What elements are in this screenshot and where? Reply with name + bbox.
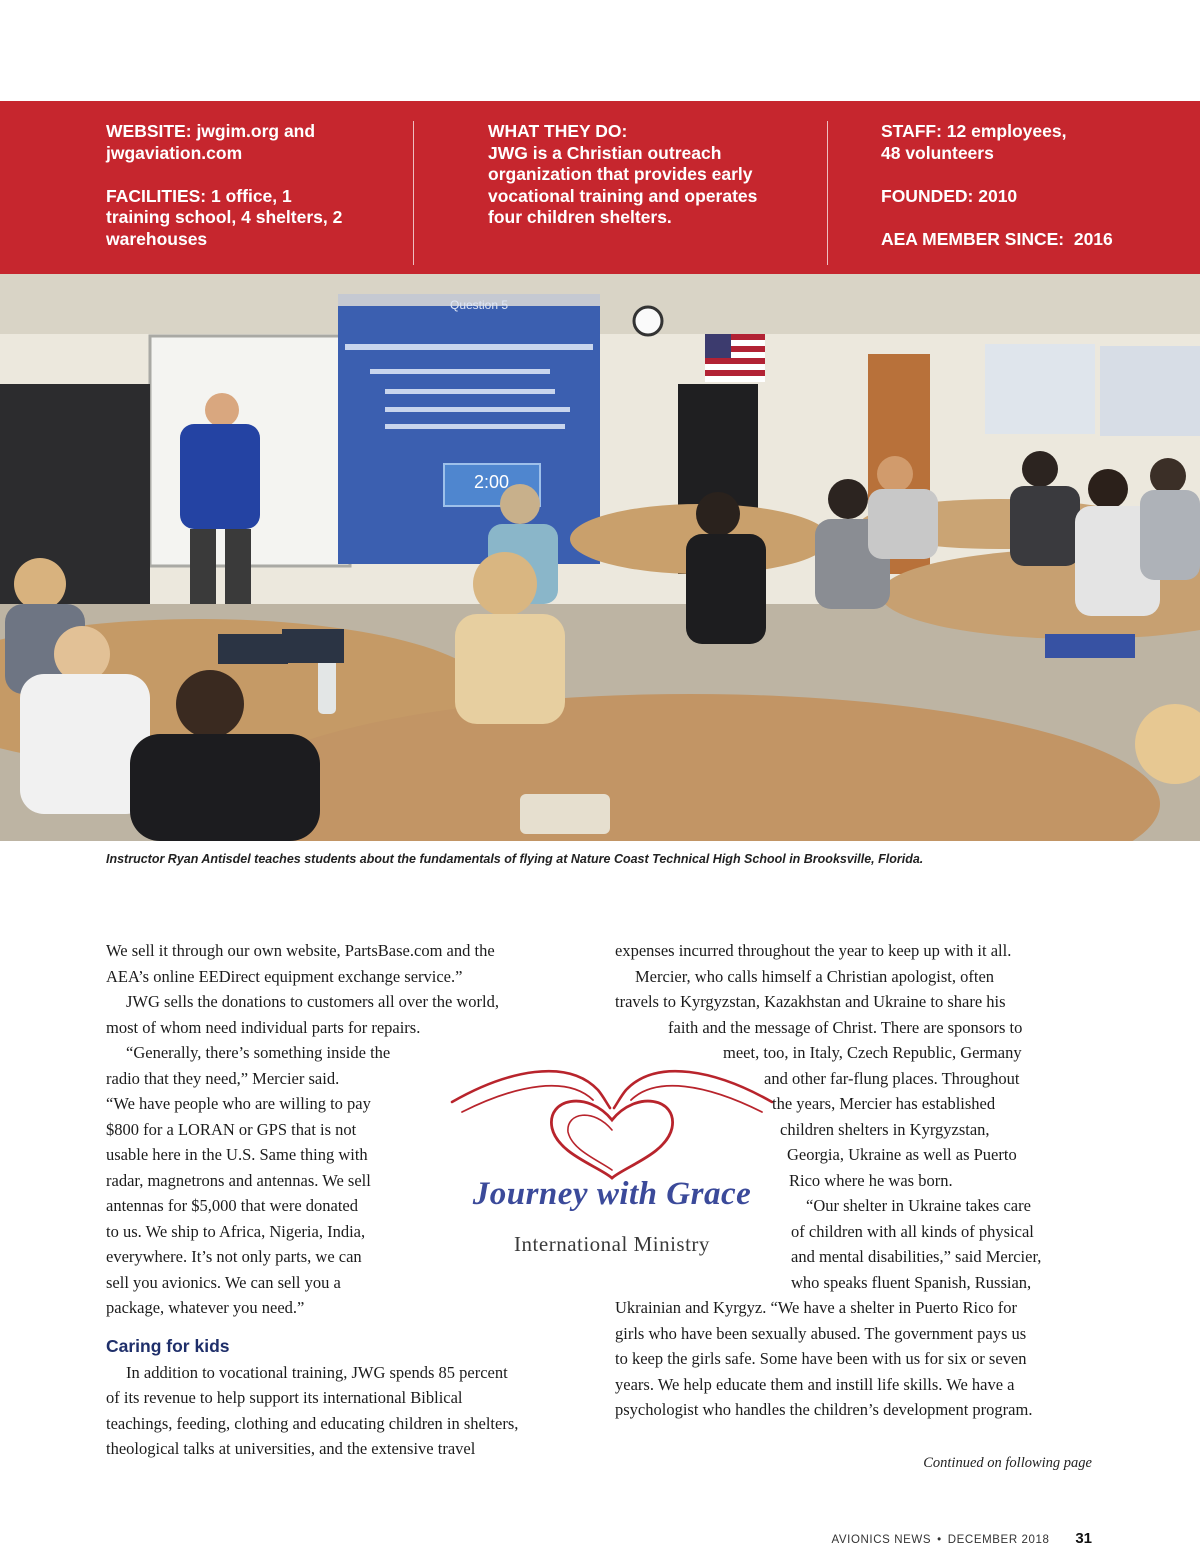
text-line: Georgia, Ukraine as well as Puerto	[787, 1145, 1017, 1164]
text-line: JWG sells the donations to customers all over the world,	[126, 992, 500, 1011]
text-line: and mental disabilities,” said Mercier,	[791, 1247, 1042, 1266]
text-line: Mercier, who calls himself a Christian apologist, often	[635, 966, 995, 986]
text-line: radio that they need,” Mercier said.	[106, 1068, 340, 1088]
publication-name: AVIONICS NEWS	[831, 1534, 932, 1546]
text-line: and other far-flung places. Throughout	[764, 1068, 1020, 1088]
text-line: faith and the message of Christ. There are sponsors to	[668, 1017, 1023, 1037]
photo-caption: Instructor Ryan Antisdel teaches students about the fundamentals of flying at Nature Coast Technical High School in Brooksville, Florida.	[106, 852, 924, 866]
website-link[interactable]: jwgim.org and	[196, 121, 316, 141]
text-line: “We have people who are willing to pay	[106, 1094, 371, 1113]
founded-info: FOUNDED: 2010	[881, 185, 1018, 206]
text-line: the years, Mercier has established	[772, 1094, 996, 1113]
text-line: psychologist who handles the children’s development program.	[615, 1400, 1033, 1419]
aea-member-info: AEA MEMBER SINCE: 2016	[881, 228, 1113, 249]
what-they-do-info: WHAT THEY DO: JWG is a Christian outreach organization that provides early vocational training and operates four children shelters.	[488, 121, 758, 227]
screen-title: Question 5	[450, 298, 509, 312]
website-info: WEBSITE: jwgim.org and jwgaviation.com	[106, 121, 316, 163]
text-line: Rico where he was born.	[789, 1170, 953, 1190]
text-line: package, whatever you need.”	[106, 1298, 305, 1317]
info-column-3	[881, 121, 1181, 250]
logo-subtitle: International Ministry	[514, 1232, 710, 1256]
text-line: “Our shelter in Ukraine takes care	[806, 1196, 1031, 1215]
classroom-photo	[0, 274, 1200, 841]
text-line: sell you avionics. We can sell you a	[106, 1272, 341, 1292]
text-line: expenses incurred throughout the year to keep up with it all.	[615, 941, 1012, 960]
page-number: 31	[1075, 1530, 1092, 1547]
info-band	[0, 101, 1200, 274]
text-line: who speaks fluent Spanish, Russian,	[791, 1272, 1032, 1292]
page-footer	[780, 1530, 1092, 1547]
text-line: to us. We ship to Africa, Nigeria, India,	[106, 1221, 366, 1241]
text-line: We sell it through our own website, PartsBase.com and the	[106, 941, 495, 960]
text-line: teachings, feeding, clothing and educating children in shelters,	[106, 1413, 519, 1433]
screen-timer: 2:00	[474, 472, 510, 492]
subhead-caring-for-kids: Caring for kids	[106, 1335, 230, 1356]
bullet-separator: •	[937, 1534, 942, 1546]
text-line: meet, too, in Italy, Czech Republic, Germany	[723, 1043, 1022, 1062]
text-line: antennas for $5,000 that were donated	[106, 1196, 358, 1215]
staff-info: STAFF: 12 employees, 48 volunteers	[881, 121, 1067, 163]
text-line: theological talks at universities, and the extensive travel	[106, 1439, 476, 1458]
text-line: AEA’s online EEDirect equipment exchange service.”	[106, 966, 463, 986]
text-line: of its revenue to help support its international Biblical	[106, 1388, 463, 1407]
text-line: girls who have been sexually abused. The government pays us	[615, 1323, 1027, 1343]
classroom-illustration	[0, 274, 1200, 841]
text-line: “Generally, there’s something inside the	[126, 1043, 391, 1062]
article-right-column	[615, 938, 1041, 1423]
info-column-1	[106, 121, 396, 250]
text-line: children shelters in Kyrgyzstan,	[780, 1119, 990, 1139]
info-divider	[413, 121, 414, 265]
facilities-info: FACILITIES: 1 office, 1 training school, 4 shelters, 2 warehouses	[106, 185, 343, 249]
flag	[705, 334, 765, 382]
text-line: radar, magnetrons and antennas. We sell	[106, 1170, 371, 1190]
text-line: to keep the girls safe. Some have been with us for six or seven	[615, 1349, 1027, 1368]
logo-script: Journey with Grace	[472, 1176, 752, 1212]
text-line: travels to Kyrgyzstan, Kazakhstan and Ukraine to share his	[615, 992, 1006, 1011]
text-line: $800 for a LORAN or GPS that is not	[106, 1119, 357, 1139]
text-line: years. We help educate them and instill life skills. We have a	[615, 1374, 1015, 1394]
text-line: most of whom need individual parts for repairs.	[106, 1017, 421, 1037]
text-line: Ukrainian and Kyrgyz. “We have a shelter in Puerto Rico for	[615, 1298, 1018, 1317]
issue-month: DECEMBER	[947, 1534, 1018, 1546]
text-line: usable here in the U.S. Same thing with	[106, 1145, 368, 1164]
text-line: everywhere. It’s not only parts, we can	[106, 1247, 362, 1266]
text-line: of children with all kinds of physical	[791, 1221, 1034, 1241]
info-column-2	[488, 121, 788, 229]
issue-year: 2018	[1021, 1534, 1050, 1546]
info-divider	[827, 121, 828, 265]
continued-note: Continued on following page	[923, 1455, 1092, 1471]
text-line: In addition to vocational training, JWG spends 85 percent	[126, 1362, 508, 1382]
